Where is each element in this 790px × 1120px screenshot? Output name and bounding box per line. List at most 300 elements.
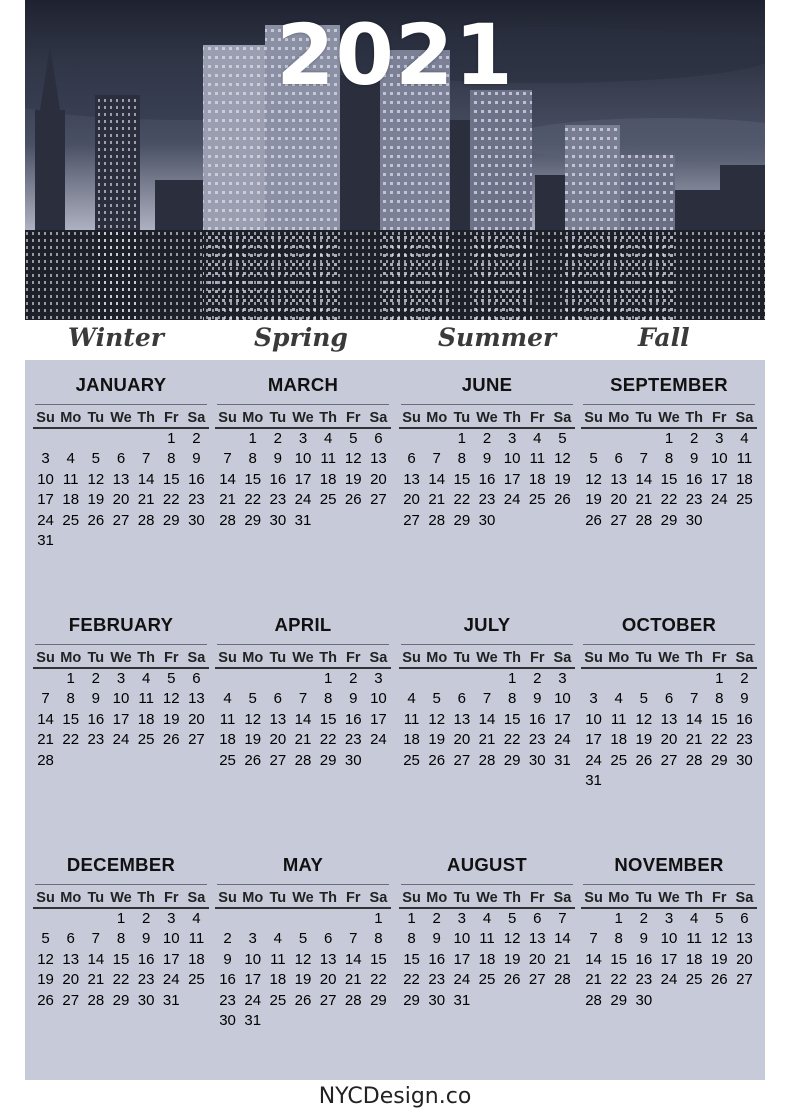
day-cell: 2 <box>91 670 101 687</box>
day-cell: 19 <box>585 491 602 509</box>
day-cell: 7 <box>91 930 101 948</box>
year-title: 2021 <box>276 6 514 104</box>
day-cell: 21 <box>137 491 155 509</box>
day-cell: 30 <box>685 511 703 529</box>
day-cell: 3 <box>507 430 517 447</box>
day-cell: 11 <box>610 710 627 728</box>
day-cell: 15 <box>610 950 628 968</box>
day-cell: 28 <box>635 511 653 529</box>
day-cell: 8 <box>614 930 623 948</box>
month-divider <box>583 884 755 885</box>
day-cell: 12 <box>503 930 521 948</box>
day-cell: 9 <box>141 930 151 948</box>
weekday-header: Th <box>316 889 341 909</box>
day-cell: 30 <box>478 511 496 529</box>
day-cell: 4 <box>192 910 201 927</box>
day-cell: 29 <box>112 991 130 1009</box>
day-cell: 2 <box>141 910 151 927</box>
day-cell: 16 <box>219 971 236 989</box>
day-cell: 22 <box>610 971 628 989</box>
day-cell: 13 <box>319 950 337 968</box>
day-cell: 12 <box>344 450 362 468</box>
day-cell: 27 <box>188 731 205 749</box>
day-cell: 26 <box>585 511 602 529</box>
day-cell: 24 <box>112 731 130 749</box>
day-cell: 18 <box>319 470 337 488</box>
day-cell: 21 <box>294 731 312 749</box>
weekday-header: Th <box>316 649 341 669</box>
day-cell: 30 <box>428 991 446 1009</box>
weekday-header: Fr <box>525 889 550 909</box>
day-cell: 25 <box>403 751 420 769</box>
month-grid <box>399 649 575 771</box>
day-cell: 27 <box>62 991 80 1009</box>
day-cell: 1 <box>664 430 674 447</box>
day-cell: 11 <box>479 930 495 948</box>
day-cell: 17 <box>554 710 571 728</box>
day-cell: 11 <box>686 930 702 948</box>
day-blank <box>631 429 656 449</box>
day-cell: 6 <box>273 690 283 708</box>
day-cell: 22 <box>403 971 420 989</box>
weekday-header: Fr <box>159 889 184 909</box>
day-cell: 22 <box>112 971 130 989</box>
weekday-header: Su <box>33 649 58 669</box>
day-cell: 3 <box>41 450 50 468</box>
day-cell: 5 <box>507 910 517 927</box>
day-cell: 22 <box>453 491 471 509</box>
month-name: JANUARY <box>75 374 167 395</box>
day-cell: 7 <box>639 450 649 468</box>
day-cell: 23 <box>87 731 105 749</box>
weekday-header: Sa <box>732 649 757 669</box>
day-cell: 6 <box>323 930 333 948</box>
month-divider <box>583 404 755 405</box>
day-cell: 7 <box>432 450 441 468</box>
month-name: MARCH <box>267 374 339 395</box>
day-cell: 2 <box>223 930 232 948</box>
day-cell: 27 <box>736 971 753 989</box>
day-cell: 16 <box>635 950 653 968</box>
day-cell: 13 <box>62 950 80 968</box>
month-name: OCTOBER <box>621 614 717 635</box>
day-cell: 26 <box>554 491 571 509</box>
month-divider <box>401 404 573 405</box>
day-cell: 18 <box>736 470 753 488</box>
day-cell: 22 <box>660 491 678 509</box>
day-blank <box>682 669 707 689</box>
day-blank <box>58 909 83 929</box>
day-cell: 7 <box>41 690 50 708</box>
day-cell: 12 <box>244 710 262 728</box>
day-cell: 19 <box>503 950 521 968</box>
day-cell: 29 <box>710 751 728 769</box>
weekday-header: Sa <box>550 649 575 669</box>
day-cell: 10 <box>585 710 602 728</box>
season-fall: Fall <box>638 323 690 352</box>
day-cell: 29 <box>403 991 420 1009</box>
day-blank <box>33 909 58 929</box>
day-cell: 8 <box>323 690 333 708</box>
day-blank <box>474 669 499 689</box>
day-cell: 1 <box>248 430 257 447</box>
day-cell: 22 <box>319 731 337 749</box>
weekday-header: Th <box>134 409 159 429</box>
day-cell: 12 <box>635 710 653 728</box>
weekday-header: Mo <box>424 409 449 429</box>
day-cell: 15 <box>660 470 678 488</box>
month-april <box>215 612 391 771</box>
day-cell: 9 <box>689 450 699 468</box>
day-cell: 18 <box>610 731 628 749</box>
day-cell: 28 <box>554 971 571 989</box>
day-cell: 19 <box>244 731 262 749</box>
day-cell: 27 <box>453 751 471 769</box>
day-cell: 20 <box>319 971 337 989</box>
day-cell: 25 <box>528 491 546 509</box>
day-cell: 22 <box>162 491 180 509</box>
day-cell: 19 <box>428 731 446 749</box>
season-spring: Spring <box>254 323 348 352</box>
day-cell: 17 <box>112 710 130 728</box>
day-blank <box>631 669 656 689</box>
day-cell: 18 <box>528 470 546 488</box>
month-name: SEPTEMBER <box>610 374 728 395</box>
day-cell: 20 <box>112 491 130 509</box>
day-cell: 1 <box>507 670 517 687</box>
day-cell: 9 <box>192 450 201 468</box>
month-grid <box>215 649 391 771</box>
day-cell: 17 <box>244 971 262 989</box>
weekday-header: Fr <box>525 409 550 429</box>
day-blank <box>134 429 159 449</box>
day-cell: 16 <box>188 470 205 488</box>
day-cell: 23 <box>685 491 703 509</box>
day-cell: 27 <box>610 511 628 529</box>
month-divider <box>35 884 207 885</box>
day-cell: 17 <box>660 950 678 968</box>
day-cell: 9 <box>482 450 492 468</box>
day-cell: 26 <box>162 731 180 749</box>
month-grid <box>33 889 209 1011</box>
day-cell: 26 <box>344 491 362 509</box>
day-cell: 23 <box>188 491 205 509</box>
day-cell: 14 <box>428 470 446 488</box>
day-cell: 26 <box>428 751 446 769</box>
month-july <box>399 612 575 771</box>
day-cell: 24 <box>554 731 571 749</box>
day-cell: 8 <box>66 690 75 708</box>
day-cell: 10 <box>710 450 728 468</box>
month-name: MAY <box>282 854 324 875</box>
weekday-header: Sa <box>184 409 209 429</box>
day-cell: 1 <box>715 670 724 687</box>
day-cell: 8 <box>715 690 724 708</box>
day-cell: 17 <box>453 950 471 968</box>
weekday-header: Tu <box>265 409 290 429</box>
day-cell: 5 <box>41 930 50 948</box>
day-blank <box>399 669 424 689</box>
day-cell: 29 <box>244 511 262 529</box>
weekday-header: Mo <box>240 649 265 669</box>
day-cell: 23 <box>344 731 362 749</box>
day-cell: 8 <box>507 690 517 708</box>
day-cell: 11 <box>403 710 420 728</box>
month-name: JULY <box>463 614 511 635</box>
day-cell: 27 <box>269 751 287 769</box>
weekday-header: Sa <box>366 649 391 669</box>
day-cell: 5 <box>715 910 724 927</box>
day-cell: 13 <box>453 710 471 728</box>
day-cell: 2 <box>533 670 542 687</box>
day-cell: 1 <box>66 670 75 687</box>
weekday-header: We <box>656 649 681 669</box>
weekday-header: We <box>108 409 133 429</box>
day-cell: 22 <box>370 971 387 989</box>
day-cell: 28 <box>219 511 236 529</box>
day-cell: 12 <box>37 950 54 968</box>
day-cell: 28 <box>344 991 362 1009</box>
day-cell: 6 <box>457 690 467 708</box>
day-cell: 20 <box>610 491 628 509</box>
day-cell: 5 <box>432 690 441 708</box>
day-cell: 15 <box>403 950 420 968</box>
day-cell: 3 <box>715 430 724 447</box>
day-cell: 21 <box>554 950 571 968</box>
day-cell: 14 <box>219 470 236 488</box>
day-cell: 13 <box>269 710 287 728</box>
day-cell: 1 <box>323 670 333 687</box>
day-cell: 12 <box>710 930 728 948</box>
day-cell: 10 <box>453 930 471 948</box>
day-cell: 10 <box>370 690 387 708</box>
day-cell: 17 <box>162 950 180 968</box>
day-cell: 10 <box>244 950 262 968</box>
day-cell: 29 <box>453 511 471 529</box>
weekday-header: We <box>474 649 499 669</box>
day-cell: 5 <box>248 690 257 708</box>
weekday-header: Tu <box>449 649 474 669</box>
weekday-header: Fr <box>341 409 366 429</box>
day-cell: 18 <box>269 971 287 989</box>
day-cell: 19 <box>344 470 362 488</box>
day-cell: 20 <box>403 491 420 509</box>
day-cell: 30 <box>137 991 155 1009</box>
day-cell: 1 <box>167 430 176 447</box>
weekday-header: Tu <box>83 409 108 429</box>
day-cell: 2 <box>192 430 201 447</box>
day-cell: 30 <box>736 751 753 769</box>
day-cell: 13 <box>403 470 420 488</box>
day-cell: 27 <box>528 971 546 989</box>
day-cell: 23 <box>428 971 446 989</box>
weekday-header: Sa <box>732 409 757 429</box>
weekday-header: Su <box>399 409 424 429</box>
day-cell: 25 <box>269 991 287 1009</box>
day-cell: 15 <box>112 950 130 968</box>
day-cell: 6 <box>116 450 126 468</box>
day-cell: 3 <box>116 670 126 687</box>
calendar-panel <box>25 360 765 1080</box>
day-cell: 16 <box>528 710 546 728</box>
day-blank <box>265 669 290 689</box>
day-blank <box>581 909 606 929</box>
day-cell: 30 <box>188 511 205 529</box>
day-cell: 15 <box>162 470 180 488</box>
weekday-header: Mo <box>606 649 631 669</box>
day-cell: 18 <box>219 731 236 749</box>
weekday-header: Fr <box>707 649 732 669</box>
weekday-header: Th <box>500 649 525 669</box>
day-cell: 11 <box>62 470 79 488</box>
day-cell: 25 <box>736 491 753 509</box>
day-cell: 22 <box>62 731 80 749</box>
weekday-header: We <box>108 649 133 669</box>
month-grid <box>33 409 209 551</box>
month-february <box>33 612 209 771</box>
day-cell: 17 <box>370 710 387 728</box>
day-cell: 27 <box>403 511 420 529</box>
weekday-header: Tu <box>449 889 474 909</box>
day-cell: 26 <box>710 971 728 989</box>
weekday-header: We <box>474 889 499 909</box>
month-divider <box>35 404 207 405</box>
day-blank <box>215 669 240 689</box>
day-cell: 5 <box>91 450 101 468</box>
day-cell: 2 <box>689 430 699 447</box>
weekday-header: Sa <box>366 889 391 909</box>
weekday-header: Fr <box>341 889 366 909</box>
day-blank <box>240 909 265 929</box>
weekday-header: Sa <box>732 889 757 909</box>
day-cell: 23 <box>528 731 546 749</box>
weekday-header: Tu <box>631 889 656 909</box>
weekday-header: Fr <box>707 889 732 909</box>
day-cell: 19 <box>87 491 105 509</box>
day-cell: 10 <box>294 450 312 468</box>
day-cell: 4 <box>740 430 749 447</box>
weekday-header: Tu <box>83 889 108 909</box>
day-cell: 20 <box>62 971 80 989</box>
weekday-header: Mo <box>58 889 83 909</box>
month-grid <box>581 649 757 791</box>
day-cell: 3 <box>457 910 467 927</box>
day-cell: 25 <box>610 751 628 769</box>
weekday-header: Mo <box>606 889 631 909</box>
day-cell: 18 <box>403 731 420 749</box>
day-blank <box>449 669 474 689</box>
month-divider <box>35 644 207 645</box>
day-cell: 29 <box>162 511 180 529</box>
day-cell: 20 <box>736 950 753 968</box>
weekday-header: Tu <box>631 649 656 669</box>
weekday-header: Su <box>581 889 606 909</box>
day-cell: 20 <box>453 731 471 749</box>
day-cell: 6 <box>66 930 75 948</box>
day-cell: 29 <box>610 991 628 1009</box>
day-cell: 11 <box>219 710 236 728</box>
month-grid <box>33 649 209 771</box>
day-cell: 4 <box>407 690 416 708</box>
day-cell: 22 <box>710 731 728 749</box>
day-cell: 28 <box>294 751 312 769</box>
day-cell: 6 <box>614 450 623 468</box>
day-cell: 4 <box>482 910 492 927</box>
day-cell: 12 <box>87 470 105 488</box>
weekday-header: Sa <box>184 889 209 909</box>
day-cell: 10 <box>112 690 130 708</box>
day-cell: 14 <box>294 710 312 728</box>
season-summer: Summer <box>438 323 557 352</box>
day-cell: 29 <box>660 511 678 529</box>
day-blank <box>399 429 424 449</box>
day-cell: 25 <box>62 511 80 529</box>
weekday-header: We <box>290 649 315 669</box>
month-march <box>215 372 391 531</box>
day-cell: 25 <box>478 971 496 989</box>
day-cell: 7 <box>141 450 151 468</box>
day-cell: 1 <box>614 910 623 927</box>
day-cell: 13 <box>370 450 387 468</box>
day-cell: 4 <box>273 930 283 948</box>
day-cell: 16 <box>137 950 155 968</box>
day-cell: 30 <box>528 751 546 769</box>
day-cell: 14 <box>344 950 362 968</box>
day-cell: 21 <box>478 731 496 749</box>
day-cell: 9 <box>639 930 649 948</box>
weekday-header: Mo <box>424 649 449 669</box>
day-cell: 25 <box>685 971 703 989</box>
day-cell: 28 <box>478 751 496 769</box>
day-cell: 2 <box>639 910 649 927</box>
day-cell: 14 <box>37 710 54 728</box>
day-cell: 28 <box>37 751 54 769</box>
day-cell: 11 <box>138 690 154 708</box>
day-cell: 8 <box>167 450 176 468</box>
day-cell: 21 <box>37 731 54 749</box>
weekday-header: Th <box>500 889 525 909</box>
day-cell: 26 <box>87 511 105 529</box>
footer-website: NYCDesign.co <box>318 1084 472 1109</box>
day-cell: 14 <box>87 950 105 968</box>
day-cell: 27 <box>112 511 130 529</box>
weekday-header: Su <box>215 889 240 909</box>
month-grid <box>399 889 575 1011</box>
day-blank <box>656 669 681 689</box>
day-cell: 31 <box>453 991 471 1009</box>
day-cell: 24 <box>162 971 180 989</box>
weekday-header: We <box>290 409 315 429</box>
weekday-header: Fr <box>525 649 550 669</box>
day-cell: 19 <box>554 470 571 488</box>
weekday-header: Sa <box>184 649 209 669</box>
day-cell: 31 <box>37 531 54 549</box>
day-cell: 23 <box>478 491 496 509</box>
day-cell: 22 <box>503 731 521 749</box>
day-cell: 25 <box>188 971 205 989</box>
day-cell: 16 <box>269 470 287 488</box>
day-cell: 2 <box>349 670 358 687</box>
day-blank <box>290 909 315 929</box>
day-cell: 9 <box>91 690 101 708</box>
weekday-header: Su <box>33 409 58 429</box>
day-cell: 28 <box>87 991 105 1009</box>
day-cell: 10 <box>37 470 54 488</box>
day-cell: 30 <box>269 511 287 529</box>
weekday-header: Th <box>682 649 707 669</box>
month-november <box>581 852 757 1011</box>
day-cell: 31 <box>585 771 602 789</box>
